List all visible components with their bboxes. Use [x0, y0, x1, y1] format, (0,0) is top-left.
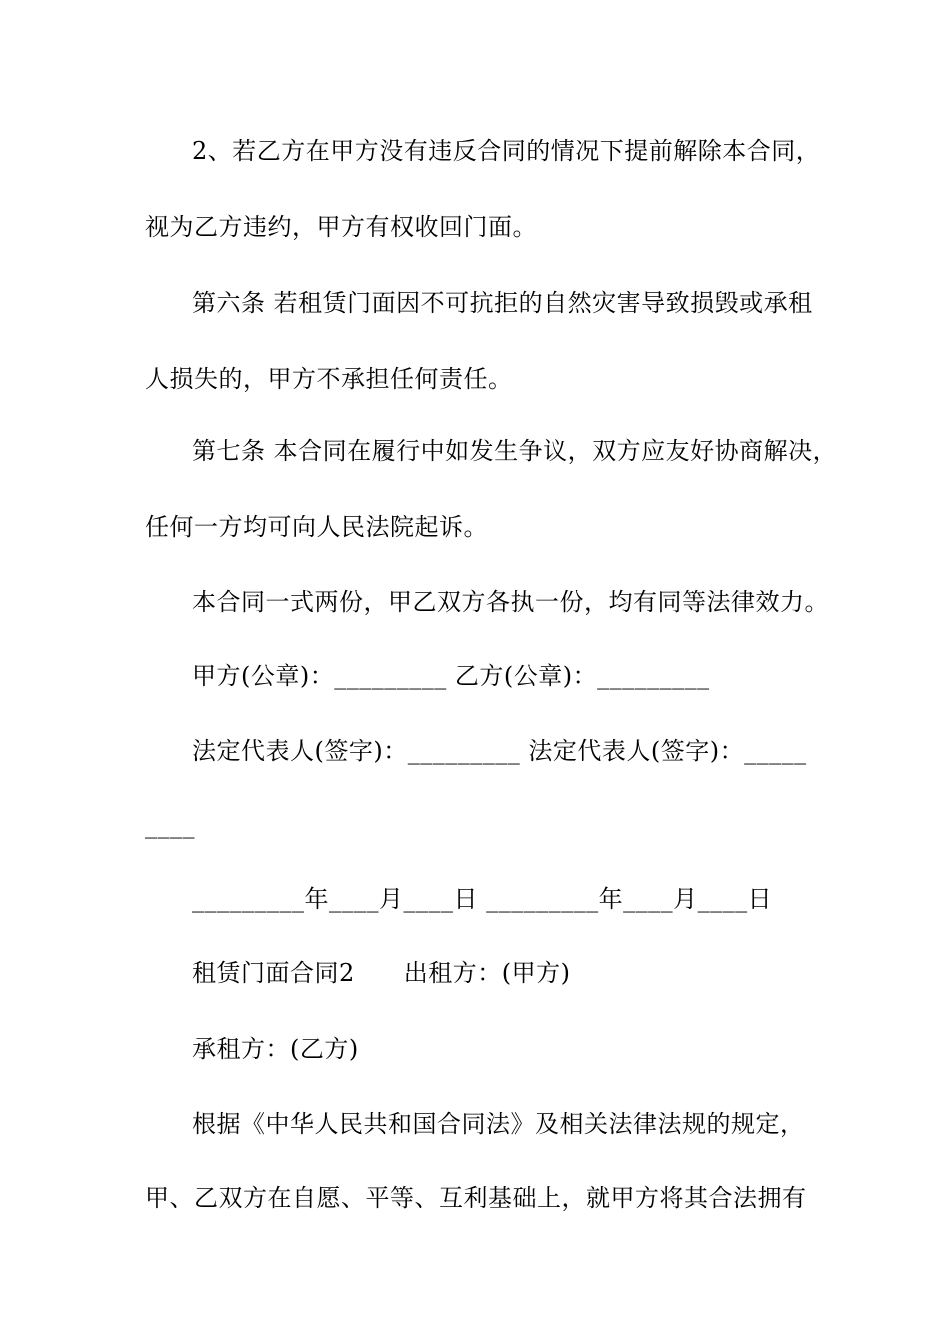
copies-clause: 本合同一式两份，甲乙双方各执一份，均有同等法律效力。	[192, 588, 829, 616]
seal-signature-line: 甲方(公章)：_________ 乙方(公章)：_________	[192, 662, 710, 690]
preamble-line-1: 根据《中华人民共和国合同法》及相关法律法规的规定，	[192, 1110, 805, 1138]
clause-7-line-1: 第七条 本合同在履行中如发生争议，双方应友好协商解决，	[192, 437, 838, 465]
clause-7-line-2: 任何一方均可向人民法院起诉。	[145, 513, 488, 541]
clause-6-line-1: 第六条 若租赁门面因不可抗拒的自然灾害导致损毁或承租	[192, 289, 813, 317]
representative-signature-line: 法定代表人(签字)：_________ 法定代表人(签字)：_____	[192, 737, 807, 765]
date-line: _________年____月____日 _________年____月____日	[192, 885, 773, 913]
representative-signature-continuation: ____	[145, 811, 195, 839]
preamble-line-2: 甲、乙双方在自愿、平等、互利基础上，就甲方将其合法拥有	[145, 1184, 807, 1212]
lessee-line: 承租方：(乙方)	[192, 1035, 359, 1063]
clause-6-line-2: 人损失的，甲方不承担任何责任。	[145, 365, 513, 393]
clause-5-2-line-2: 视为乙方违约，甲方有权收回门面。	[145, 213, 537, 241]
clause-5-2-line-1: 2、若乙方在甲方没有违反合同的情况下提前解除本合同，	[192, 137, 821, 165]
contract-2-heading: 租赁门面合同2 出租方：(甲方)	[192, 959, 571, 987]
